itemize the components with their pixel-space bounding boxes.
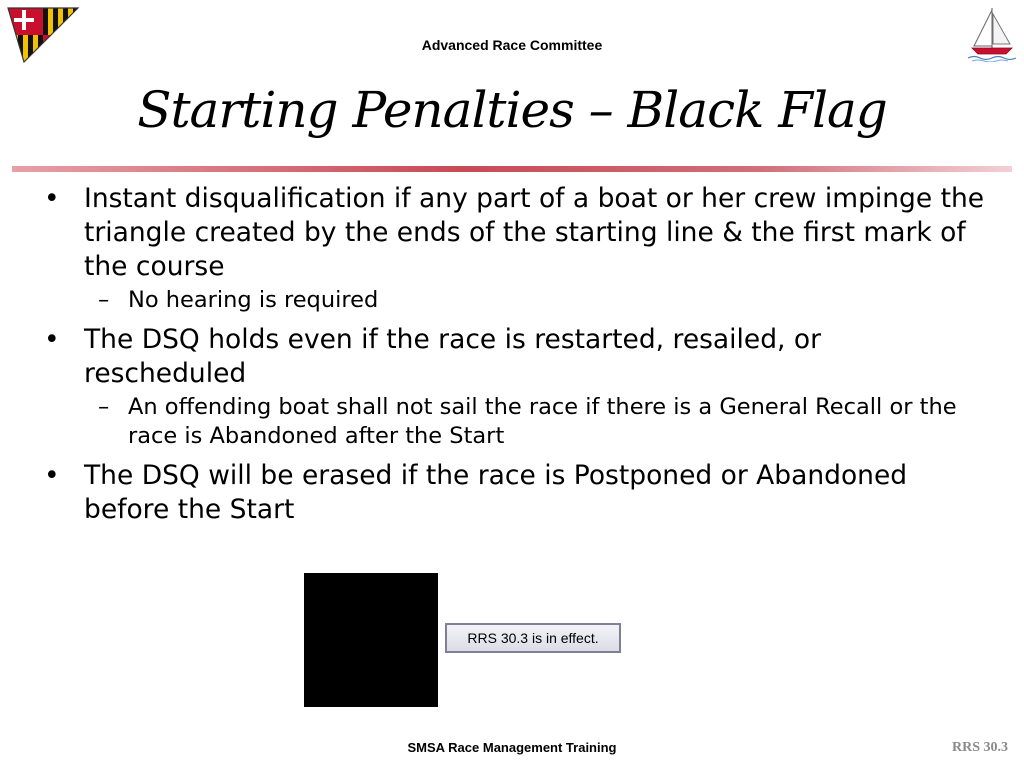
bullet-marker: •: [44, 460, 60, 491]
bullet-marker: •: [44, 183, 60, 214]
bullet-text: Instant disqualification if any part of a boat or her crew impinge the triangle created by the ends of the starting line & the first mark of the course: [84, 183, 985, 282]
bullet-text: The DSQ holds even if the race is restarted, resailed, or rescheduled: [84, 324, 821, 389]
footer-rule-reference: RRS 30.3: [951, 740, 1008, 755]
bullet-item: [40, 182, 990, 284]
sub-bullet-text: An offending boat shall not sail the race if there is a General Recall or the race is Abandoned after the Start: [128, 394, 957, 449]
organization-title: Advanced Race Committee: [421, 37, 603, 53]
footer-course-name: SMSA Race Management Training: [407, 740, 617, 755]
sub-bullet-text: No hearing is required: [128, 287, 379, 313]
slide-title: Starting Penalties – Black Flag: [137, 81, 887, 139]
rule-callout-text: RRS 30.3 is in effect.: [467, 630, 599, 646]
bullet-item: [40, 323, 990, 391]
sub-bullet-item: [40, 286, 990, 315]
sub-bullet-marker: –: [98, 287, 110, 313]
rule-callout-box: [445, 623, 621, 653]
black-flag: [304, 573, 438, 707]
bullet-list: [40, 182, 990, 529]
sub-bullet-marker: –: [98, 394, 110, 420]
bullet-text: The DSQ will be erased if the race is Postponed or Abandoned before the Start: [84, 460, 908, 525]
sub-bullet-item: [40, 393, 990, 451]
maryland-burgee-icon: [4, 4, 82, 66]
bullet-item: [40, 459, 990, 527]
title-divider: [12, 166, 1012, 172]
bullet-marker: •: [44, 324, 60, 355]
sailboat-icon: [966, 4, 1018, 62]
